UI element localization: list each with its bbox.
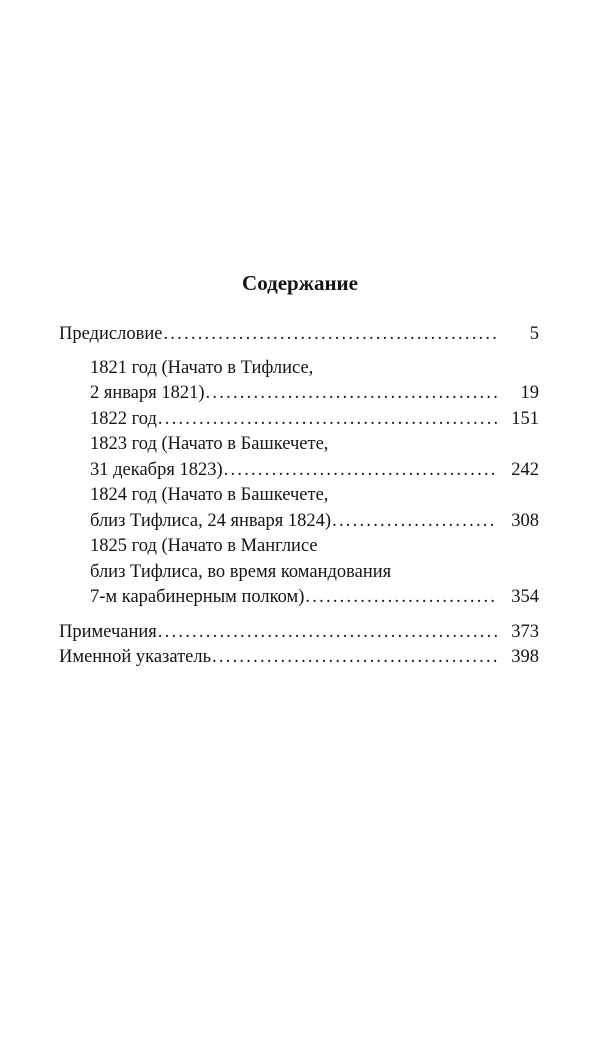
toc-entry-1823[interactable] <box>59 432 539 483</box>
toc-entry-index[interactable] <box>59 645 539 671</box>
toc-page-number: 5 <box>529 324 539 344</box>
dot-leader <box>305 585 497 611</box>
toc-entry-title: Именной указатель <box>59 647 212 667</box>
toc-page-number: 19 <box>520 383 539 403</box>
toc-page-number: 308 <box>511 510 539 531</box>
toc-page-number: 354 <box>511 587 539 607</box>
toc-entry-title-line: близ Тифлиса, во время командования <box>90 561 392 582</box>
dot-leader <box>212 645 497 671</box>
dot-leader <box>206 381 497 407</box>
page-title: Содержание <box>242 271 358 295</box>
toc-entry-notes[interactable] <box>59 620 539 646</box>
toc-entry-title: 7-м карабинерным полком) <box>90 587 305 607</box>
toc-page-number: 373 <box>511 621 539 642</box>
dot-leader <box>163 322 497 348</box>
toc-entry-title: близ Тифлиса, 24 января 1824) <box>90 510 332 531</box>
toc-entry-1824[interactable] <box>59 483 539 534</box>
toc-entry-title: Примечания <box>59 621 157 642</box>
toc-entry-1821[interactable] <box>59 356 539 407</box>
toc-entry-1822[interactable] <box>59 407 539 433</box>
dot-leader <box>158 620 497 646</box>
toc-page-number: 242 <box>511 459 539 480</box>
toc-page-number: 398 <box>511 647 539 667</box>
dot-leader <box>224 458 497 484</box>
toc-entry-preface[interactable] <box>59 322 539 348</box>
dot-leader <box>332 509 497 535</box>
toc-entry-title-line: 1823 год (Начато в Башкечете, <box>90 434 329 454</box>
dot-leader <box>158 407 497 433</box>
toc-entry-title-line: 1821 год (Начато в Тифлисе, <box>90 357 314 378</box>
toc-entry-title: Предисловие <box>59 324 163 344</box>
toc-entry-title: 31 декабря 1823) <box>90 459 223 480</box>
toc-entry-title: 1822 год <box>90 408 157 429</box>
toc-entry-title-line: 1825 год (Начато в Манглисе <box>90 536 318 556</box>
toc-page-number: 151 <box>511 408 539 429</box>
toc-entry-title: 2 января 1821) <box>90 383 205 403</box>
toc-entry-title-line: 1824 год (Начато в Башкечете, <box>90 485 329 505</box>
table-of-contents <box>59 322 539 671</box>
toc-entry-1825[interactable] <box>59 534 539 611</box>
